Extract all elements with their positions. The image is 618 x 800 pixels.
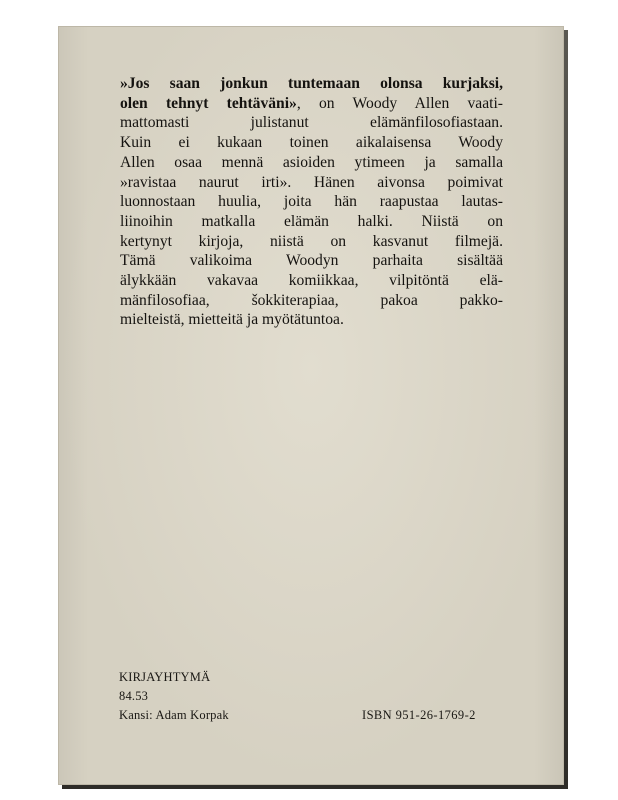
blurb-line-13: mielteistä, mietteitä ja myötätuntoa. [120,311,344,329]
blurb-line-7: luonnostaan huulia, joita hän raapustaa lautas- [120,193,503,211]
blurb-line-12: mänfilosofiaa, šokkiterapiaa, pakoa pakko- [120,291,503,309]
blurb-line-2-rest: , on Woody Allen vaati- [296,94,503,112]
blurb-line-2 [120,94,503,114]
publisher-name: KIRJAYHTYMÄ [119,670,211,684]
catalog-code: 84.53 [119,689,149,703]
cover-credit: Kansi: Adam Korpak [119,708,229,722]
blurb-line-11: älykkään vakavaa komiikkaa, vilpitöntä elä- [120,272,503,290]
blurb-line-6: »ravistaa naurut irti». Hänen aivonsa poimivat [120,173,503,191]
blurb-line-4: Kuin ei kukaan toinen aikalaisensa Woody [120,134,503,152]
back-cover-blurb [120,74,503,330]
isbn-number: ISBN 951-26-1769-2 [362,708,476,722]
blurb-line-3: mattomasti julistanut elämänfilosofiastaan. [120,114,503,132]
blurb-quote-line-1: »Jos saan jonkun tuntemaan olonsa kurjaksi, [120,75,503,92]
blurb-line-9: kertynyt kirjoja, niistä on kasvanut filmejä. [120,232,503,250]
blurb-line-5: Allen osaa mennä asioiden ytimeen ja samalla [120,153,503,171]
publisher-info [119,668,229,725]
blurb-line-10: Tämä valikoima Woodyn parhaita sisältää [120,252,503,270]
blurb-quote-line-2: olen tehnyt tehtäväni» [120,94,297,112]
blurb-line-8: liinoihin matkalla elämän halki. Niistä on [120,212,503,230]
